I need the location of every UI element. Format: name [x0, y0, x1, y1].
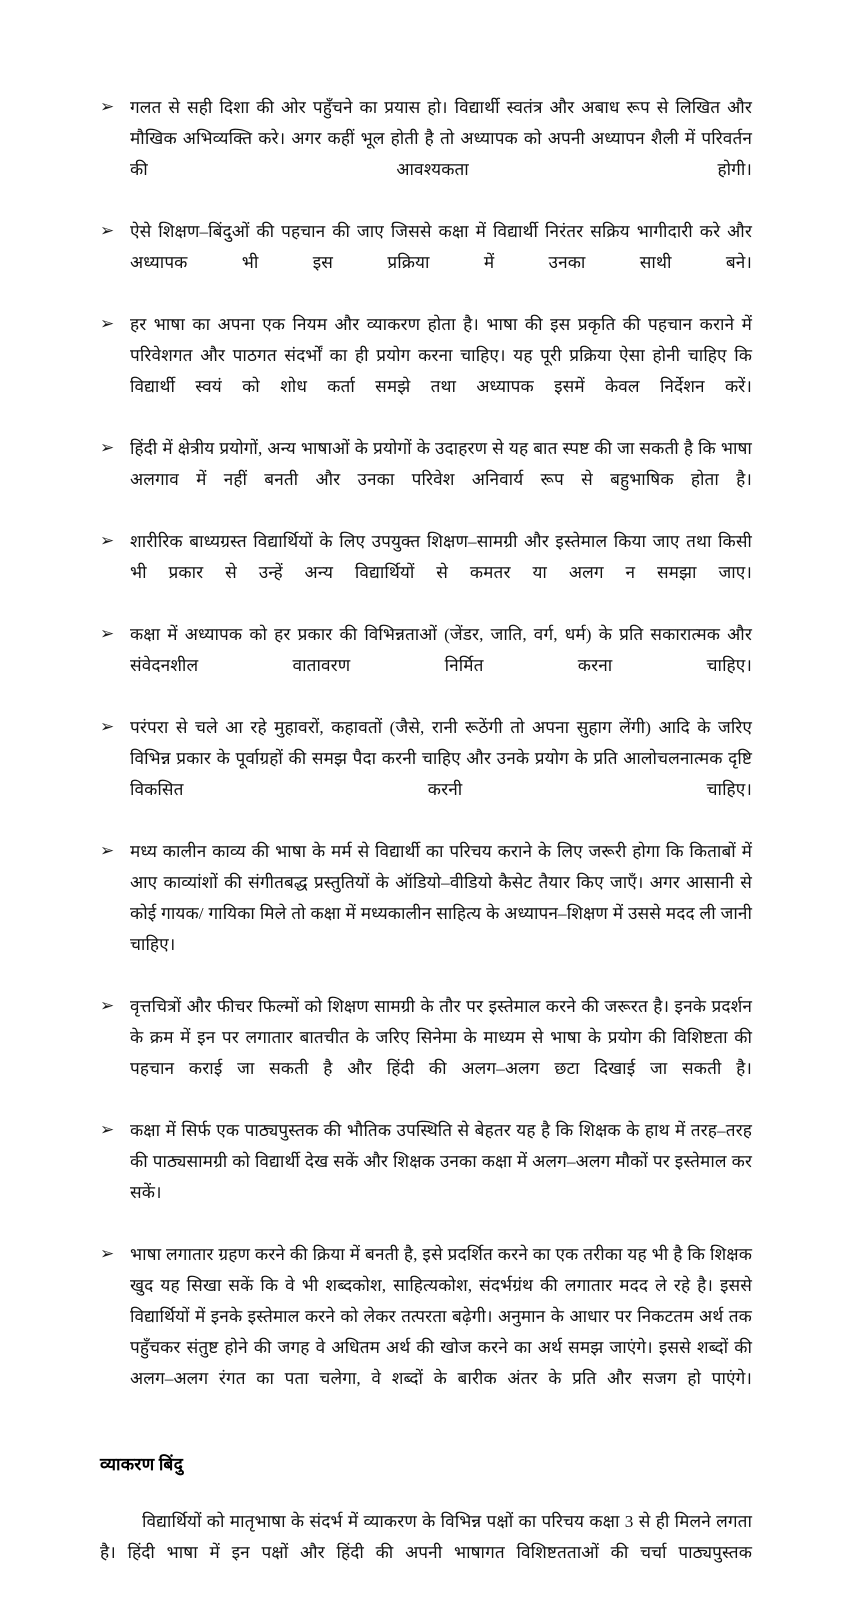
arrow-bullet-icon: ➢ — [100, 1120, 115, 1140]
arrow-bullet-icon: ➢ — [100, 841, 115, 861]
list-item — [100, 712, 752, 836]
list-item — [100, 433, 752, 526]
arrow-bullet-icon: ➢ — [100, 97, 115, 117]
arrow-bullet-icon: ➢ — [100, 438, 115, 458]
arrow-bullet-icon: ➢ — [100, 1244, 115, 1264]
list-item — [100, 991, 752, 1115]
list-item — [100, 309, 752, 433]
arrow-bullet-icon: ➢ — [100, 221, 115, 241]
list-item-text: भाषा लगातार ग्रहण करने की क्रिया में बनती है, इसे प्रदर्शित करने का एक तरीका यह भी है कि शिक्षक खुद यह सिखा सकें कि वे भी शब्दकोश, साहित्यकोश, संदर्भग्रंथ की लगातार मदद ले रहे है। इससे विद्यार्थियों में इनके इस्तेमाल करने को लेकर तत्परता बढ़ेगी। अनुमान के आधार पर निकटतम अर्थ तक पहुँचकर संतुष्ट होने की जगह वे अधितम अर्थ की खोज करने का अर्थ समझ जाएंगे। इससे शब्दों की अलग–अलग रंगत का पता चलेगा, वे शब्दों के बारीक अंतर के प्रति और सजग हो पाएंगे। — [130, 1245, 752, 1388]
section-heading-vyakaran-bindu: व्याकरण बिंदु — [100, 1454, 183, 1474]
list-item — [100, 216, 752, 309]
list-item-text: परंपरा से चले आ रहे मुहावरों, कहावतों (जैसे, रानी रूठेंगी तो अपना सुहाग लेंगी) आदि के जरिए विभिन्न प्रकार के पूर्वाग्रहों की समझ पैदा करनी चाहिए और उनके प्रयोग के प्रति आलोचलनात्मक दृष्टि विकसित करनी चाहिए। — [130, 718, 752, 799]
list-item-text: हिंदी में क्षेत्रीय प्रयोगों, अन्य भाषाओं के प्रयोगों के उदाहरण से यह बात स्पष्ट की जा सकती है कि भाषा अलगाव में नहीं बनती और उनका परिवेश अनिवार्य रूप से बहुभाषिक होता है। — [130, 439, 752, 489]
arrow-bullet-icon: ➢ — [100, 314, 115, 334]
list-item — [100, 619, 752, 712]
list-item-text: ऐसे शिक्षण–बिंदुओं की पहचान की जाए जिससे कक्षा में विद्यार्थी निरंतर सक्रिय भागीदारी करे और अध्यापक भी इस प्रक्रिया में उनका साथी बने। — [130, 222, 752, 272]
page-content — [100, 92, 752, 1599]
list-item — [100, 92, 752, 216]
section-paragraph: विद्यार्थियों को मातृभाषा के संदर्भ में व्याकरण के विभिन्न पक्षों का परिचय कक्षा 3 से ही मिलने लगता है। हिंदी भाषा में इन पक्षों और हिंदी की अपनी भाषागत विशिष्टतताओं की चर्चा पाठ्यपुस्तक — [100, 1512, 752, 1562]
list-item-text: कक्षा में अध्यापक को हर प्रकार की विभिन्नताओं (जेंडर, जाति, वर्ग, धर्म) के प्रति सकारात्मक और संवेदनशील वातावरण निर्मित करना चाहिए। — [130, 625, 752, 675]
guidelines-bullet-list — [100, 92, 752, 1425]
list-item — [100, 1115, 752, 1239]
arrow-bullet-icon: ➢ — [100, 531, 115, 551]
list-item-text: कक्षा में सिर्फ एक पाठ्यपुस्तक की भौतिक उपस्थिति से बेहतर यह है कि शिक्षक के हाथ में तरह–तरह की पाठ्यसामग्री को विद्यार्थी देख सकें और शिक्षक उनका कक्षा में अलग–अलग मौकों पर इस्तेमाल कर सकें। — [130, 1121, 752, 1202]
arrow-bullet-icon: ➢ — [100, 717, 115, 737]
list-item — [100, 836, 752, 991]
list-item-text: वृत्तचित्रों और फीचर फिल्मों को शिक्षण सामग्री के तौर पर इस्तेमाल करने की जरूरत है। इनके प्रदर्शन के क्रम में इन पर लगातार बातचीत के जरिए सिनेमा के माध्यम से भाषा के प्रयोग की विशिष्टता की पहचान कराई जा सकती है और हिंदी की अलग–अलग छटा दिखाई जा सकती है। — [130, 997, 752, 1078]
list-item-text: शारीरिक बाध्यग्रस्त विद्यार्थियों के लिए उपयुक्त शिक्षण–सामग्री और इस्तेमाल किया जाए तथा किसी भी प्रकार से उन्हें अन्य विद्यार्थियों से कमतर या अलग न समझा जाए। — [130, 532, 752, 582]
list-item-text: मध्य कालीन काव्य की भाषा के मर्म से विद्यार्थी का परिचय कराने के लिए जरूरी होगा कि किताबों में आए काव्यांशों की संगीतबद्ध प्रस्तुतियों के ऑडियो–वीडियो कैसेट तैयार किए जाएँ। अगर आसानी से कोई गायक/ गायिका मिले तो कक्षा में मध्यकालीन साहित्य के अध्यापन–शिक्षण में उससे मदद ली जानी चाहिए। — [130, 842, 752, 954]
list-item-text: हर भाषा का अपना एक नियम और व्याकरण होता है। भाषा की इस प्रकृति की पहचान कराने में परिवेशगत और पाठगत संदर्भों का ही प्रयोग करना चाहिए। यह पूरी प्रक्रिया ऐसा होनी चाहिए कि विद्यार्थी स्वयं को शोध कर्ता समझे तथा अध्यापक इसमें केवल निर्देशन करें। — [130, 315, 752, 396]
list-item-text: गलत से सही दिशा की ओर पहुँचने का प्रयास हो। विद्यार्थी स्वतंत्र और अबाध रूप से लिखित और मौखिक अभिव्यक्ति करे। अगर कहीं भूल होती है तो अध्यापक को अपनी अध्यापन शैली में परिवर्तन की आवश्यकता होगी। — [130, 98, 752, 179]
list-item — [100, 1239, 752, 1425]
arrow-bullet-icon: ➢ — [100, 624, 115, 644]
list-item — [100, 526, 752, 619]
arrow-bullet-icon: ➢ — [100, 996, 115, 1016]
